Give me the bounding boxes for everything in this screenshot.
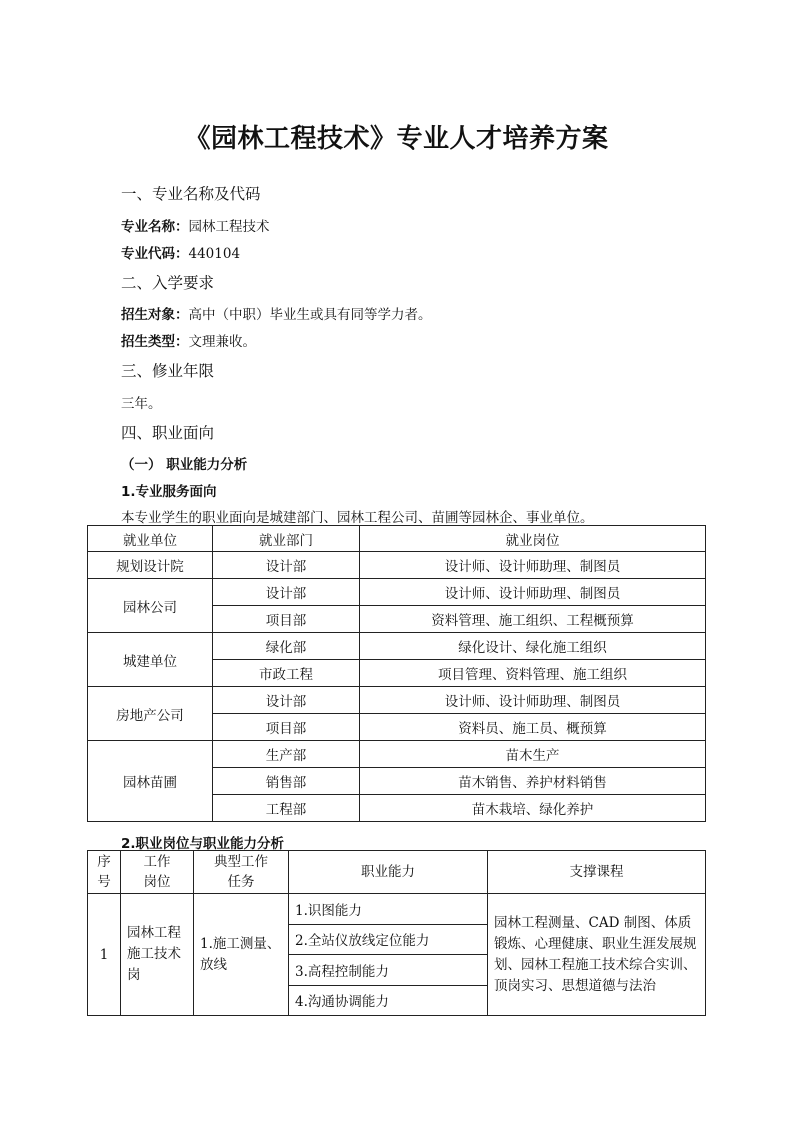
row-task: 1.施工测量、 放线	[194, 894, 289, 1016]
dept-cell: 生产部	[213, 741, 360, 768]
major-name-label: 专业名称：	[121, 219, 189, 235]
document-title: 《园林工程技术》专业人才培养方案	[184, 124, 609, 154]
header-post: 就业岗位	[360, 526, 706, 552]
header-dept: 就业部门	[213, 526, 360, 552]
post-cell: 项目管理、资料管理、施工组织	[360, 660, 706, 687]
post-cell: 设计师、设计师助理、制图员	[360, 552, 706, 579]
section-heading-admission: 二、入学要求	[121, 274, 215, 292]
dept-cell: 设计部	[213, 579, 360, 606]
table-row	[88, 633, 706, 660]
subheading-ability-analysis: （一） 职业能力分析	[121, 457, 248, 473]
post-cell: 苗木销售、养护材料销售	[360, 768, 706, 795]
ability-item: 2.全站仪放线定位能力	[289, 924, 488, 955]
header-courses: 支撑课程	[488, 851, 706, 894]
header-ability: 职业能力	[289, 851, 488, 894]
admission-target-value: 高中（中职）毕业生或具有同等学力者。	[188, 307, 432, 323]
section-heading-duration: 三、修业年限	[121, 362, 215, 380]
unit-cell: 园林公司	[88, 579, 213, 633]
major-name-line	[121, 215, 270, 235]
unit-cell: 园林苗圃	[88, 741, 213, 822]
ability-item: 3.高程控制能力	[289, 955, 488, 986]
dept-cell: 设计部	[213, 552, 360, 579]
duration-value: 三年。	[121, 396, 162, 412]
subheading-post-ability: 2.职业岗位与职业能力分析	[121, 836, 285, 852]
post-cell: 绿化设计、绿化施工组织	[360, 633, 706, 660]
major-code-line	[121, 242, 240, 262]
career-intro: 本专业学生的职业面向是城建部门、园林工程公司、苗圃等园林企、事业单位。	[121, 510, 594, 526]
unit-cell: 规划设计院	[88, 552, 213, 579]
admission-type-label: 招生类型：	[121, 334, 189, 350]
dept-cell: 项目部	[213, 606, 360, 633]
admission-type-line	[121, 330, 256, 350]
table-row	[88, 579, 706, 606]
unit-cell: 房地产公司	[88, 687, 213, 741]
major-code-label: 专业代码：	[121, 246, 189, 262]
post-cell: 设计师、设计师助理、制图员	[360, 687, 706, 714]
dept-cell: 设计部	[213, 687, 360, 714]
row-post: 园林工程 施工技术 岗	[121, 894, 194, 1016]
post-cell: 设计师、设计师助理、制图员	[360, 579, 706, 606]
post-cell: 资料管理、施工组织、工程概预算	[360, 606, 706, 633]
row-courses: 园林工程测量、CAD 制图、体质锻炼、心理健康、职业生涯发展规划、园林工程施工技术综合实训、顶岗实习、思想道德与法治	[488, 894, 706, 1016]
section-heading-career: 四、职业面向	[121, 424, 215, 442]
major-code-value: 440104	[188, 246, 241, 262]
admission-target-label: 招生对象：	[121, 307, 189, 323]
row-no: 1	[88, 894, 121, 1016]
table-row	[88, 741, 706, 768]
table-row	[88, 552, 706, 579]
table-header-row	[88, 851, 706, 894]
post-cell: 资料员、施工员、概预算	[360, 714, 706, 741]
header-task: 典型工作 任务	[194, 851, 289, 894]
ability-item: 1.识图能力	[289, 894, 488, 925]
header-unit: 就业单位	[88, 526, 213, 552]
major-name-value: 园林工程技术	[188, 219, 270, 235]
post-ability-table	[87, 850, 706, 1016]
dept-cell: 工程部	[213, 795, 360, 822]
header-no: 序 号	[88, 851, 121, 894]
employment-table	[87, 525, 706, 822]
table-header-row	[88, 526, 706, 552]
ability-item: 4.沟通协调能力	[289, 985, 488, 1016]
header-post: 工作 岗位	[121, 851, 194, 894]
dept-cell: 销售部	[213, 768, 360, 795]
table-row	[88, 687, 706, 714]
post-cell: 苗木栽培、绿化养护	[360, 795, 706, 822]
admission-type-value: 文理兼收。	[188, 334, 256, 350]
table-row	[88, 894, 706, 925]
dept-cell: 市政工程	[213, 660, 360, 687]
section-heading-major: 一、专业名称及代码	[121, 185, 261, 203]
admission-target-line	[121, 303, 432, 323]
dept-cell: 绿化部	[213, 633, 360, 660]
post-cell: 苗木生产	[360, 741, 706, 768]
dept-cell: 项目部	[213, 714, 360, 741]
subheading-service-direction: 1.专业服务面向	[121, 484, 217, 500]
unit-cell: 城建单位	[88, 633, 213, 687]
